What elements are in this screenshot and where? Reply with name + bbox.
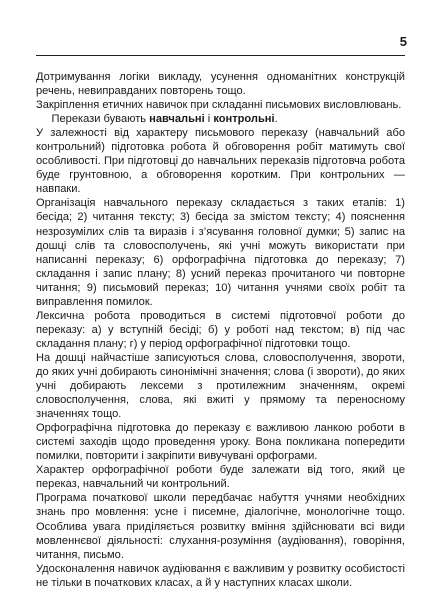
paragraph: На дошці найчастіше записуються слова, словосполучення, звороти, до яких учні добирають синонімічні значення; слова (і звороти), до яких учні добирають лексеми з протилежним значенням, окремі словосполучення, слова, які вжиті у прямому та переносному значеннях тощо. <box>36 351 405 421</box>
text-run: . <box>274 113 278 126</box>
page-number: 5 <box>399 34 407 49</box>
paragraph: Програма початкової школи передбачає набуття учнями необхідних знань про мовлення: усне і писемне, діалогічне, монологічне тощо. Особлива увага приділяється розвитку вміння здійснювати всі види мовленнєвої діяльності: слухання-розуміння (аудіювання), говоріння, читання, письмо. <box>36 492 405 561</box>
text-run: і <box>204 113 214 126</box>
paragraph: Організація навчального переказу складається з таких етапів: 1) бесіда; 2) читання тексту; 3) бесіда за змістом тексту; 4) пояснення незрозумілих слів та виразів і з’ясування головної думки; 5) запис на дошці слів та словосполучень, які учні можуть використати при написанні переказу; 6) орфографічна підготовка до переказу; 7) складання і запис плану; 8) усний переказ прочитаного чи повторне читання; 9) письмовий переказ; 10) читання учнями своїх робіт та виправлення помилок. <box>36 197 405 308</box>
bold-term-educational: навчальні <box>149 113 205 126</box>
bold-term-control: контрольні <box>213 113 275 126</box>
paragraph-types-of-retelling <box>36 112 405 126</box>
text-run: Перекази бувають <box>51 113 150 126</box>
paragraph: Орфографічна підготовка до переказу є важливою ланкою роботи в системі заходів щодо проведення уроку. Вона покликана попередити помилки, повторити і закріпити вивучувані орфограми. <box>36 422 405 463</box>
paragraph: Удосконалення навичок аудіювання є важливим у розвитку особистості не тільки в початкових класах, а й у наступних класах школи. <box>36 562 405 589</box>
paragraph: Закріплення етичних навичок при складанні письмових висловлювань. <box>36 99 402 112</box>
header-rule <box>36 55 405 56</box>
paragraph: Дотримування логіки викладу, усунення одноманітних конструкцій речень, невиправданих повторень тощо. <box>36 71 405 98</box>
paragraph: Характер орфографічної роботи буде залежати від того, який це переказ, навчальний чи контрольний. <box>36 464 405 491</box>
body-text <box>36 70 405 590</box>
paragraph: У залежності від характеру письмового переказу (навчальний або контрольний) підготовка робота й обговорення робіт матимуть свої особливості. При підготовці до навчальних переказів підготовча робота буде грунтовною, а обговорення коротким. При контрольних — навпаки. <box>36 127 405 196</box>
paragraph: Лексична робота проводиться в системі підготовчої роботи до переказу: а) у вступній бесіді; б) у роботі над текстом; в) під час складання плану; г) у період орфографічної підготовки тощо. <box>36 309 405 350</box>
